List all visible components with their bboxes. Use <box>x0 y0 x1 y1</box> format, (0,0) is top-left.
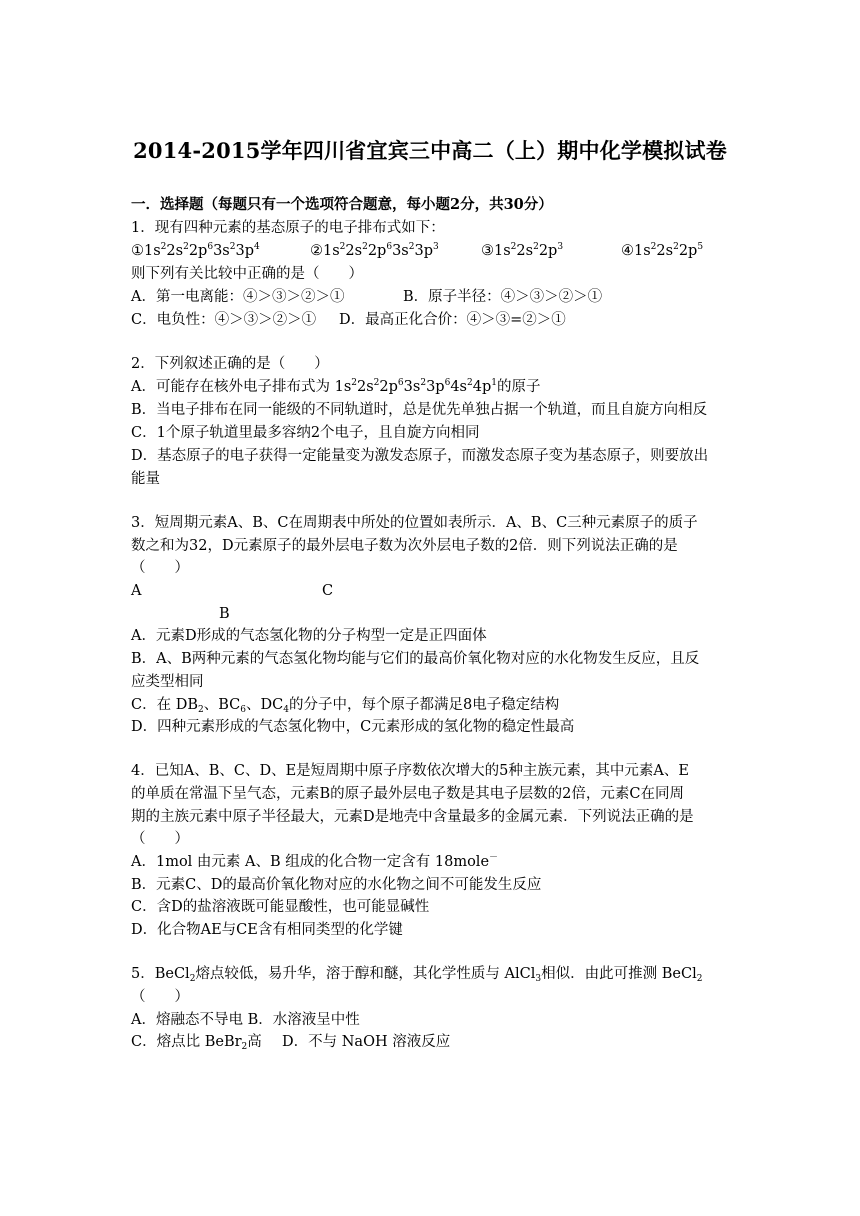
q2-option-d-line2: 能量 <box>131 471 160 487</box>
q1-option-d: D．最高正化合价：④＞③=②＞① <box>339 312 566 328</box>
q3-option-b-line2: 应类型相同 <box>131 674 204 690</box>
q5-stem-line2: （ ） <box>131 989 189 1005</box>
q3-option-d: D．四种元素形成的气态氢化物中，C元素形成的氢化物的稳定性最高 <box>131 719 575 735</box>
q1-config-3: $③1s^22s^22p^3$ <box>481 242 564 259</box>
q2-option-b: B．当电子排布在同一能级的不同轨道时，总是优先单独占据一个轨道，而且自旋方向相反 <box>131 402 708 418</box>
q1-config-4: $④1s^22s^22p^5$ <box>621 242 704 259</box>
q3-stem-line1: 3．短周期元素A、B、C在周期表中所处的位置如表所示．A、B、C三种元素原子的质子 <box>131 515 698 531</box>
q1-config-2: $②1s^22s^22p^63s^23p^3$ <box>310 242 439 259</box>
q3-option-b-line1: B．A、B两种元素的气态氢化物均能与它们的最高价氧化物对应的水化物发生反应，且反 <box>131 651 700 667</box>
q2-stem: 2．下列叙述正确的是（ ） <box>131 356 329 372</box>
q3-option-a: A．元素D形成的气态氢化物的分子构型一定是正四面体 <box>131 628 487 644</box>
q3-stem-line2: 数之和为32，D元素原子的最外层电子数为次外层电子数的2倍．则下列说法正确的是 <box>131 538 678 554</box>
q3-stem-line3: （ ） <box>131 560 189 576</box>
q4-option-a: A．1mol 由元素 A、B 组成的化合物一定含有 18mole－ <box>131 853 499 870</box>
q1-option-a: A．第一电离能：④＞③＞②＞① <box>131 289 345 305</box>
q3-table-cell-c: C <box>322 583 334 599</box>
q5-option-c: C．熔点比 BeBr$_2$高 <box>131 1034 262 1052</box>
q1-option-b: B．原子半径：④＞③＞②＞① <box>403 289 603 305</box>
q1-stem: 1．现有四种元素的基态原子的电子排布式如下： <box>131 220 445 236</box>
q4-stem-line4: （ ） <box>131 831 189 847</box>
q4-option-b: B．元素C、D的最高价氧化物对应的水化物之间不可能发生反应 <box>131 877 542 893</box>
q5-option-d: D．不与 NaOH 溶液反应 <box>282 1034 451 1050</box>
q3-option-c: C．在 $DB_2$、$BC_6$、$DC_4$的分子中，每个原子都满足8电子稳定结构 <box>131 697 560 715</box>
page-title: 2014-2015学年四川省宜宾三中高二（上）期中化学模拟试卷 <box>133 138 727 163</box>
section-heading: 一．选择题（每题只有一个选项符合题意，每小题2分，共30分） <box>131 196 553 213</box>
q3-table-cell-a: A <box>131 583 142 599</box>
q4-stem-line2: 的单质在常温下呈气态，元素B的原子最外层电子数是其电子层数的2倍，元素C在同周 <box>131 786 684 802</box>
q4-stem-line1: 4．已知A、B、C、D、E是短周期中原子序数依次增大的5种主族元素，其中元素A、E <box>131 763 689 779</box>
q4-stem-line3: 期的主族元素中原子半径最大，元素D是地壳中含量最多的金属元素．下列说法正确的是 <box>131 809 694 825</box>
q2-option-c: C．1个原子轨道里最多容纳2个电子，且自旋方向相同 <box>131 425 480 441</box>
q1-option-c: C．电负性：④＞③＞②＞① <box>131 312 317 328</box>
q1-prompt: 则下列有关比较中正确的是（ ） <box>131 266 363 282</box>
q3-table-cell-b: B <box>219 606 230 622</box>
q2-option-d-line1: D．基态原子的电子获得一定能量变为激发态原子，而激发态原子变为基态原子，则要放出 <box>131 448 709 464</box>
q4-option-d: D．化合物AE与CE含有相同类型的化学键 <box>131 922 403 938</box>
q1-config-1: $①1s^22s^22p^63s^23p^4$ <box>131 242 260 259</box>
q5-stem-line1: 5．BeCl$_2$熔点较低，易升华，溶于醇和醚，其化学性质与 AlCl$_3$相似．由此可推测 BeCl$_2$ <box>131 966 703 984</box>
q2-option-a: A．可能存在核外电子排布式为 $1s^22s^22p^63s^23p^64s^24p^1$的原子 <box>131 378 541 395</box>
q5-option-ab: A．熔融态不导电 B．水溶液呈中性 <box>131 1012 360 1028</box>
q4-option-c: C．含D的盐溶液既可能显酸性，也可能显碱性 <box>131 899 430 915</box>
